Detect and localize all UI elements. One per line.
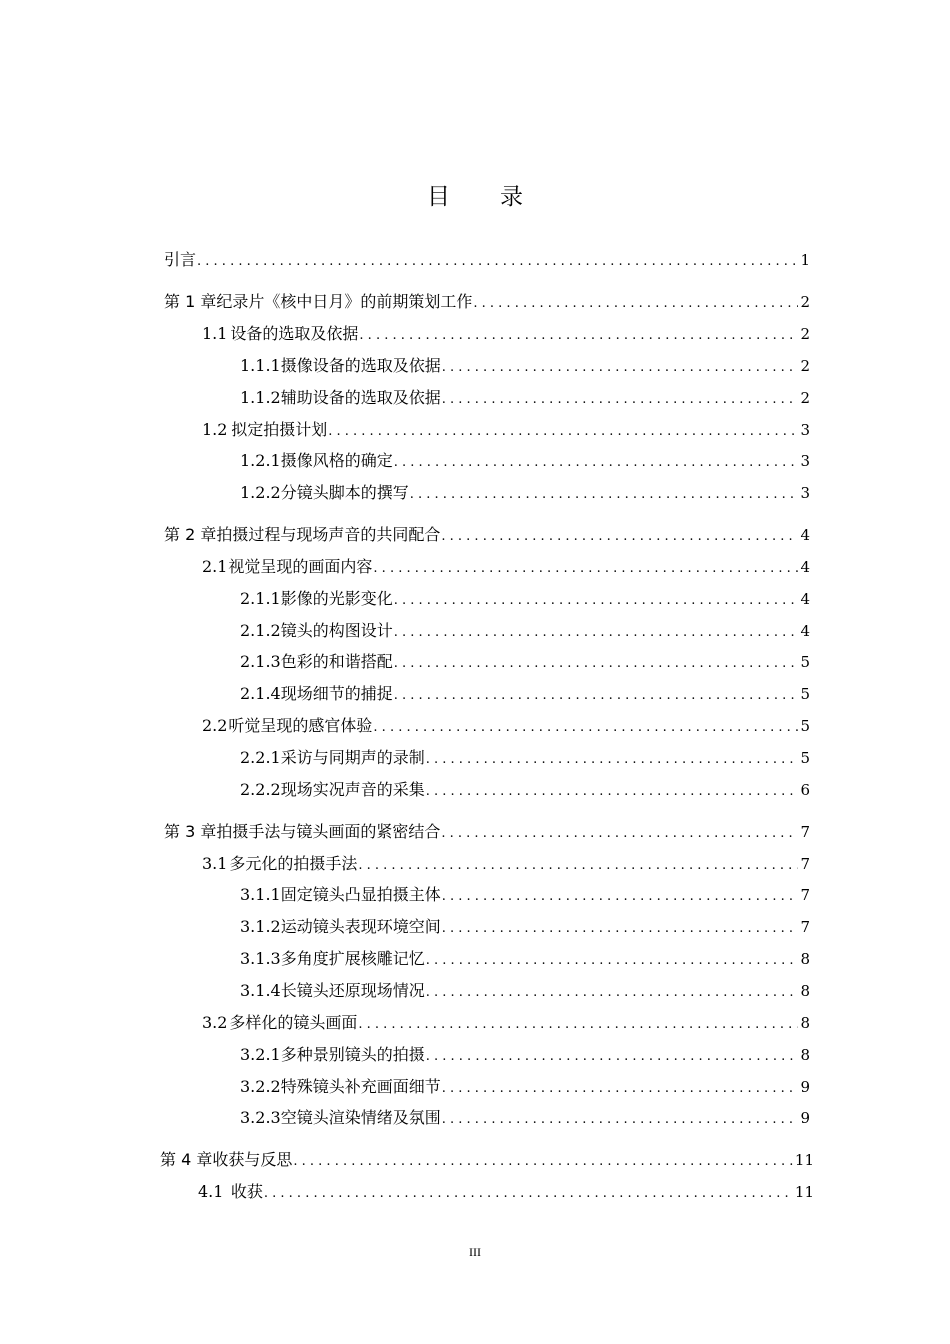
toc-entry[interactable] — [240, 587, 810, 611]
toc-entry[interactable] — [240, 1075, 810, 1099]
toc-dot-leader — [359, 324, 798, 348]
toc-entry-title: 长镜头还原现场情况 — [280, 981, 425, 1000]
toc-entry-page: 5 — [800, 653, 810, 671]
toc-entry[interactable] — [202, 714, 810, 738]
toc-entry-title: 纪录片《核中日月》的前期策划工作 — [216, 292, 473, 311]
toc-entry[interactable] — [240, 883, 810, 907]
toc-dot-leader — [358, 1013, 798, 1037]
toc-dot-leader — [442, 1108, 799, 1132]
toc-entry-title: 现场实况声音的采集 — [280, 780, 425, 799]
toc-entry-number: 3.1 — [202, 854, 228, 873]
toc-entry-page: 2 — [800, 325, 810, 343]
toc-entry-page: 6 — [800, 781, 810, 799]
page-number: III — [469, 1245, 481, 1259]
toc-entry[interactable] — [240, 354, 810, 378]
toc-dot-leader — [426, 981, 799, 1005]
toc-dot-leader — [426, 1045, 799, 1069]
toc-dot-leader — [410, 483, 799, 507]
toc-entry-title: 现场细节的捕捉 — [280, 684, 393, 703]
toc-entry-title: 摄像设备的选取及依据 — [280, 356, 441, 375]
toc-entry[interactable] — [164, 290, 810, 314]
toc-entry-page: 8 — [800, 950, 810, 968]
toc-entry-page: 11 — [794, 1151, 814, 1169]
toc-entry-page: 4 — [800, 526, 810, 544]
toc-entry-number: 第 3 章 — [164, 822, 217, 841]
toc-entry-title: 拟定拍摄计划 — [231, 420, 328, 439]
toc-entry[interactable] — [240, 386, 810, 410]
toc-entry-number: 2.1 — [202, 557, 228, 576]
toc-entry-title: 特殊镜头补充画面细节 — [280, 1077, 441, 1096]
toc-entry-number: 2.1.3 — [240, 652, 281, 671]
toc-dot-leader — [442, 885, 799, 909]
toc-entry-number: 3.1.2 — [240, 917, 281, 936]
toc-entry[interactable] — [240, 947, 810, 971]
toc-entry[interactable] — [240, 915, 810, 939]
toc-entry-page: 7 — [800, 886, 810, 904]
toc-entry-page: 4 — [800, 558, 810, 576]
toc-entry-title: 运动镜头表现环境空间 — [280, 917, 441, 936]
toc-entry-number: 2.1.2 — [240, 621, 281, 640]
toc-entry-page: 11 — [794, 1183, 814, 1201]
toc-dot-leader — [394, 621, 799, 645]
toc-entry-number: 3.1.4 — [240, 981, 281, 1000]
toc-entry[interactable] — [164, 248, 810, 272]
toc-entry[interactable] — [202, 418, 810, 442]
toc-dot-leader — [442, 1077, 799, 1101]
toc-entry-page: 2 — [800, 357, 810, 375]
toc-entry-number: 3.2 — [202, 1013, 228, 1032]
toc-dot-leader — [293, 1150, 793, 1174]
toc-entry[interactable] — [202, 322, 810, 346]
toc-entry-page: 3 — [800, 421, 810, 439]
toc-entry[interactable] — [240, 682, 810, 706]
toc-entry-title: 镜头的构图设计 — [280, 621, 393, 640]
toc-entry-title: 空镜头渲染情绪及氛围 — [280, 1108, 441, 1127]
toc-entry[interactable] — [198, 1180, 814, 1204]
toc-entry[interactable] — [240, 449, 810, 473]
toc-dot-leader — [442, 388, 799, 412]
toc-dot-leader — [373, 557, 798, 581]
toc-entry-title: 拍摄手法与镜头画面的紧密结合 — [216, 822, 441, 841]
toc-dot-leader — [442, 917, 799, 941]
toc-entry-page: 5 — [800, 749, 810, 767]
toc-entry-page: 9 — [800, 1109, 810, 1127]
toc-dot-leader — [394, 451, 799, 475]
toc-entry[interactable] — [240, 1106, 810, 1130]
toc-entry-title: 辅助设备的选取及依据 — [280, 388, 441, 407]
toc-entry-title: 影像的光影变化 — [280, 589, 393, 608]
toc-entry-number: 3.1.3 — [240, 949, 281, 968]
toc-dot-leader — [441, 525, 798, 549]
toc-entry-number: 2.2 — [202, 716, 228, 735]
toc-entry-page: 2 — [800, 293, 810, 311]
toc-entry[interactable] — [202, 1011, 810, 1035]
toc-entry-page: 5 — [800, 685, 810, 703]
toc-entry-number: 1.1.2 — [240, 388, 281, 407]
toc-entry-title: 固定镜头凸显拍摄主体 — [280, 885, 441, 904]
title-char-2: 录 — [500, 184, 523, 210]
toc-dot-leader — [373, 716, 798, 740]
toc-entry-number: 2.1.1 — [240, 589, 281, 608]
toc-entry-title: 收获 — [230, 1182, 263, 1201]
toc-entry[interactable] — [240, 619, 810, 643]
toc-dot-leader — [473, 292, 798, 316]
toc-entry-number: 1.2.1 — [240, 451, 281, 470]
toc-entry-number: 4.1 — [198, 1182, 224, 1201]
toc-entry-number: 1.2 — [202, 420, 228, 439]
toc-entry[interactable] — [202, 555, 810, 579]
toc-entry-number: 第 1 章 — [164, 292, 217, 311]
toc-entry-page: 1 — [800, 251, 810, 269]
toc-entry-title: 多样化的镜头画面 — [229, 1013, 358, 1032]
toc-entry[interactable] — [240, 778, 810, 802]
toc-entry-page: 8 — [800, 982, 810, 1000]
toc-entry-page: 9 — [800, 1078, 810, 1096]
toc-dot-leader — [426, 780, 799, 804]
toc-entry-title: 色彩的和谐搭配 — [280, 652, 393, 671]
toc-entry-title: 收获与反思 — [212, 1150, 293, 1169]
toc-dot-leader — [328, 420, 798, 444]
toc-entry-number: 2.2.1 — [240, 748, 281, 767]
toc-entry-number: 3.2.1 — [240, 1045, 281, 1064]
toc-entry-page: 4 — [800, 622, 810, 640]
toc-dot-leader — [394, 652, 799, 676]
toc-entry-title: 摄像风格的确定 — [280, 451, 393, 470]
toc-entry-number: 2.2.2 — [240, 780, 281, 799]
toc-entry-page: 4 — [800, 590, 810, 608]
toc-entry-number: 1.1.1 — [240, 356, 281, 375]
toc-entry-number: 2.1.4 — [240, 684, 281, 703]
toc-entry[interactable] — [164, 523, 810, 547]
toc-dot-leader — [358, 854, 798, 878]
toc-entry-page: 3 — [800, 452, 810, 470]
toc-entry-title: 多元化的拍摄手法 — [229, 854, 358, 873]
toc-dot-leader — [441, 822, 798, 846]
toc-entry-number: 3.2.2 — [240, 1077, 281, 1096]
toc-entry-title: 分镜头脚本的撰写 — [280, 483, 409, 502]
toc-dot-leader — [426, 949, 799, 973]
toc-dot-leader — [264, 1182, 793, 1206]
toc-entry-page: 8 — [800, 1014, 810, 1032]
toc-entry[interactable] — [240, 979, 810, 1003]
toc-entry-page: 8 — [800, 1046, 810, 1064]
toc-entry[interactable] — [240, 650, 810, 674]
toc-entry-number: 3.1.1 — [240, 885, 281, 904]
toc-entry-page: 5 — [800, 717, 810, 735]
toc-entry[interactable] — [160, 1148, 814, 1172]
toc-entry-page: 3 — [800, 484, 810, 502]
toc-entry-title: 引言 — [164, 250, 197, 269]
toc-entry-page: 7 — [800, 823, 810, 841]
toc-dot-leader — [394, 589, 799, 613]
toc-entry-title: 听觉呈现的感官体验 — [228, 716, 373, 735]
toc-entry-title: 视觉呈现的画面内容 — [228, 557, 373, 576]
toc-dot-leader — [442, 356, 799, 380]
toc-entry-title: 多角度扩展核雕记忆 — [280, 949, 425, 968]
toc-entry-title: 设备的选取及依据 — [230, 324, 359, 343]
toc-entry-page: 2 — [800, 389, 810, 407]
title-char-1: 目 — [427, 184, 450, 210]
toc-entry-number: 3.2.3 — [240, 1108, 281, 1127]
toc-entry-number: 1.2.2 — [240, 483, 281, 502]
toc-entry[interactable] — [240, 746, 810, 770]
toc-entry-number: 第 4 章 — [160, 1150, 213, 1169]
toc-entry-page: 7 — [800, 918, 810, 936]
toc-entry[interactable] — [164, 820, 810, 844]
toc-entry-number: 1.1 — [202, 324, 228, 343]
toc-entry[interactable] — [240, 1043, 810, 1067]
toc-entry-title: 拍摄过程与现场声音的共同配合 — [216, 525, 441, 544]
toc-entry-title: 多种景别镜头的拍摄 — [280, 1045, 425, 1064]
toc-dot-leader — [394, 684, 799, 708]
toc-entry[interactable] — [240, 481, 810, 505]
toc-entry[interactable] — [202, 852, 810, 876]
toc-entry-number: 第 2 章 — [164, 525, 217, 544]
toc-entry-page: 7 — [800, 855, 810, 873]
toc-dot-leader — [426, 748, 799, 772]
toc-entry-title: 采访与同期声的录制 — [280, 748, 425, 767]
toc-dot-leader — [197, 250, 798, 274]
